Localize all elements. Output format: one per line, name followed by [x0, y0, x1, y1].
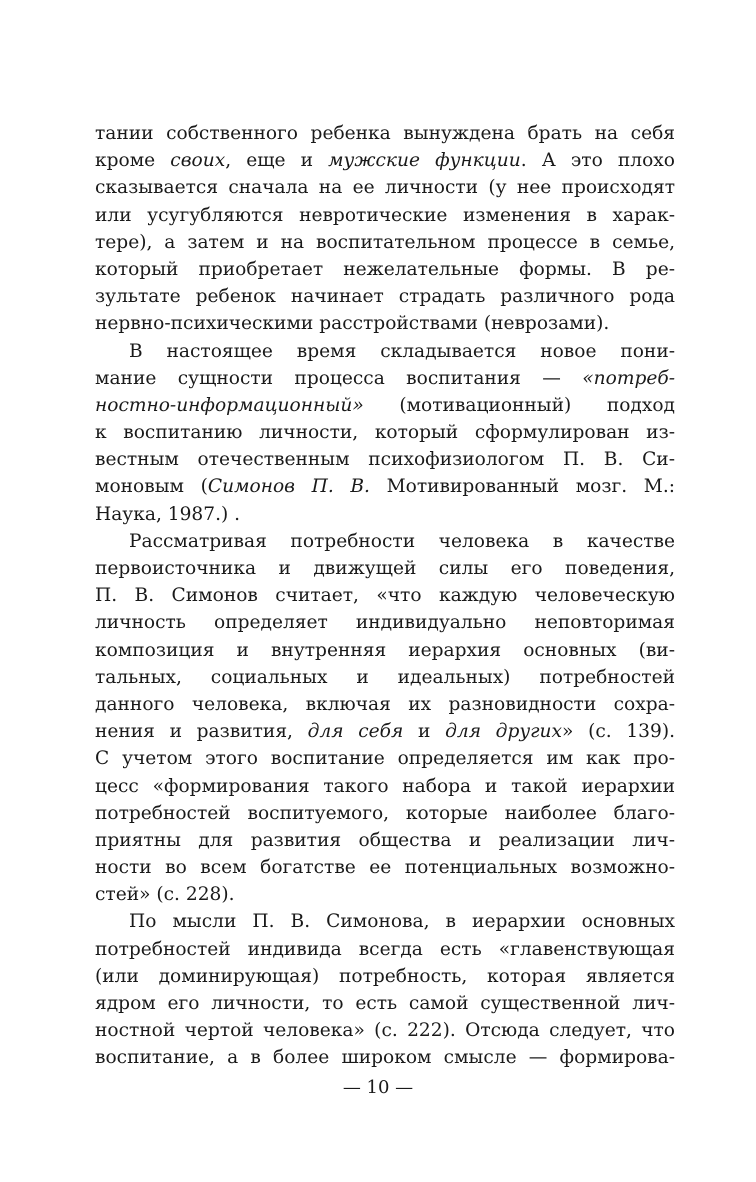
- text-run: воспитание, а в более широком смысле — формирова-: [95, 1047, 675, 1069]
- text-run: данного человека, включая их разновидности сохра-: [95, 693, 675, 715]
- text-line: [95, 446, 675, 473]
- text-run: приятны для развития общества и реализации лич-: [95, 829, 675, 851]
- text-run: П. В. Симонов считает, «что каждую человеческую: [95, 585, 675, 607]
- text-line: [95, 147, 675, 174]
- text-run: к воспитанию личности, который сформулирован из-: [95, 422, 675, 444]
- text-run: В настоящее время складывается новое пони-: [129, 340, 675, 362]
- text-line: [95, 881, 675, 908]
- text-line: [95, 501, 675, 528]
- italic-run: для других: [445, 721, 563, 743]
- text-run: тальных, социальных и идеальных) потребностей: [95, 666, 675, 688]
- text-line: [95, 936, 675, 963]
- text-run: и: [403, 721, 446, 743]
- text-line: [95, 1017, 675, 1044]
- text-line: [95, 528, 675, 555]
- italic-run: ностно-информационный»: [95, 394, 364, 416]
- text-run: потребностей индивида всегда есть «главенствующая: [95, 938, 675, 960]
- italic-run: Симонов П. В.: [207, 476, 370, 498]
- text-line: [95, 256, 675, 283]
- text-line: [95, 283, 675, 310]
- text-run: Наука, 1987.) .: [95, 503, 241, 525]
- text-line: [95, 773, 675, 800]
- text-line: [95, 310, 675, 337]
- text-run: личность определяет индивидуально неповторимая: [95, 612, 675, 634]
- text-line: [95, 473, 675, 500]
- text-run: ности во всем богатстве ее потенциальных возможно-: [95, 857, 675, 879]
- italic-run: «потреб-: [582, 367, 675, 389]
- text-line: [95, 963, 675, 990]
- text-line: [95, 229, 675, 256]
- text-line: [95, 854, 675, 881]
- text-line: [95, 609, 675, 636]
- paragraph: [95, 120, 675, 338]
- text-run: первоисточника и движущей силы его поведения,: [95, 558, 675, 579]
- text-run: который приобретает нежелательные формы. В ре-: [95, 258, 675, 280]
- text-run: нения и развития,: [95, 721, 308, 743]
- text-line: [95, 365, 675, 392]
- text-run: , еще и: [225, 150, 329, 172]
- text-line: [95, 908, 675, 935]
- text-line: [95, 174, 675, 201]
- text-run: тании собственного ребенка вынуждена брать на себя: [95, 123, 675, 144]
- text-run: стей» (с. 228).: [95, 884, 235, 906]
- text-line: [95, 555, 675, 582]
- text-line: [95, 718, 675, 745]
- text-run: ностной чертой человека» (с. 222). Отсюда следует, что: [95, 1020, 675, 1042]
- text-run: или усугубляются невротические изменения в харак-: [95, 204, 675, 226]
- body-text: [95, 120, 675, 1072]
- text-run: моновым (: [95, 476, 208, 498]
- italic-run: для себя: [307, 721, 404, 743]
- text-line: [95, 664, 675, 691]
- text-line: [95, 990, 675, 1017]
- text-run: С учетом этого воспитание определяется им как про-: [95, 748, 675, 770]
- text-run: композиция и внутренняя иерархия основных (ви-: [95, 639, 675, 661]
- text-run: цесс «формирования такого набора и такой иерархии: [95, 775, 675, 797]
- text-run: кроме: [95, 150, 171, 172]
- text-run: нервно-психическими расстройствами (неврозами).: [95, 313, 610, 335]
- text-run: . А это плохо: [520, 150, 675, 172]
- text-run: тере), а затем и на воспитательном процессе в семье,: [95, 231, 675, 253]
- text-run: (или доминирующая) потребность, которая является: [95, 965, 675, 987]
- text-line: [95, 745, 675, 772]
- page-number: — 10 —: [342, 1077, 414, 1098]
- text-run: зультате ребенок начинает страдать различного рода: [95, 286, 675, 308]
- italic-run: мужские функции: [328, 150, 521, 172]
- text-line: [95, 419, 675, 446]
- italic-run: своих: [170, 150, 226, 172]
- text-run: вестным отечественным психофизиологом П. В. Си-: [95, 449, 675, 471]
- paragraph: [95, 528, 675, 909]
- text-run: По мысли П. В. Симонова, в иерархии основных: [129, 911, 675, 933]
- text-line: [95, 582, 675, 609]
- text-run: (мотивационный) подход: [363, 394, 675, 416]
- text-line: [95, 202, 675, 229]
- text-line: [95, 827, 675, 854]
- text-line: [95, 338, 675, 365]
- paragraph: [95, 908, 675, 1071]
- text-run: сказывается сначала на ее личности (у нее происходят: [95, 177, 675, 199]
- text-line: [95, 120, 675, 147]
- text-run: Мотивированный мозг. М.:: [369, 476, 675, 498]
- text-run: потребностей воспитуемого, которые наиболее благо-: [95, 802, 675, 824]
- text-run: » (с. 139).: [562, 721, 675, 743]
- text-line: [95, 800, 675, 827]
- text-run: мание сущности процесса воспитания —: [95, 367, 583, 389]
- text-run: Рассматривая потребности человека в качестве: [129, 530, 675, 552]
- text-line: [95, 637, 675, 664]
- text-line: [95, 691, 675, 718]
- text-run: ядром его личности, то есть самой существенной лич-: [95, 993, 675, 1014]
- text-line: [95, 1044, 675, 1071]
- text-line: [95, 392, 675, 419]
- paragraph: [95, 338, 675, 528]
